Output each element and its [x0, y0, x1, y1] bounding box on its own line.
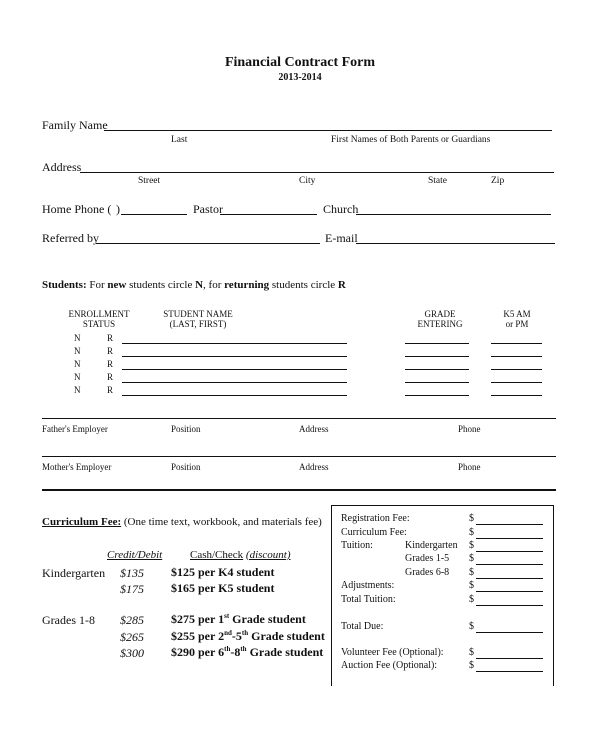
home-phone-label: Home Phone ( — [42, 202, 112, 216]
k5-line[interactable] — [491, 382, 542, 383]
total-tuition-label: Total Tuition: — [341, 594, 396, 605]
k5-line[interactable] — [491, 356, 542, 357]
church-label: Church — [323, 202, 359, 216]
tuition-label: Tuition: — [341, 540, 373, 551]
k4-cash-price: $125 per K4 student — [171, 565, 275, 579]
family-name-label: Family Name — [42, 118, 108, 132]
status-n[interactable]: N — [74, 346, 81, 356]
student-name-line[interactable] — [122, 343, 347, 344]
status-r[interactable]: R — [107, 359, 114, 369]
enrollment-header: ENROLLMENT STATUS — [68, 309, 130, 329]
zip-hint: Zip — [491, 176, 505, 186]
status-r[interactable]: R — [107, 385, 114, 395]
father-position-label: Position — [171, 424, 201, 434]
referred-by-label: Referred by — [42, 231, 99, 245]
father-employer-line[interactable] — [42, 418, 556, 419]
adjustments-label: Adjustments: — [341, 580, 395, 591]
auction-fee-label: Auction Fee (Optional): — [341, 660, 438, 671]
grade2-5-cash-price: $255 per 2nd-5th Grade student — [171, 629, 325, 643]
last-name-hint: Last — [171, 135, 188, 145]
grade-line[interactable] — [405, 369, 469, 370]
status-n[interactable]: N — [74, 333, 81, 343]
curriculum-fee-label: Curriculum Fee: — [341, 527, 407, 538]
church-line[interactable] — [356, 214, 551, 215]
k5-header: K5 AM or PM — [503, 309, 531, 329]
address-label: Address — [42, 160, 82, 174]
mother-position-label: Position — [171, 462, 201, 472]
k5-cash-price: $165 per K5 student — [171, 581, 275, 595]
family-name-line[interactable] — [104, 130, 552, 131]
street-hint: Street — [138, 176, 161, 186]
tuition-grades-6-8-label: Grades 6-8 — [405, 567, 450, 578]
parents-names-hint: First Names of Both Parents or Guardians — [331, 135, 491, 145]
section-divider — [42, 489, 556, 491]
status-n[interactable]: N — [74, 372, 81, 382]
k5-line[interactable] — [491, 369, 542, 370]
credit-debit-header: Credit/Debit — [107, 549, 163, 561]
referred-by-line[interactable] — [96, 243, 320, 244]
form-year: 2013-2014 — [278, 72, 322, 83]
city-hint: City — [299, 176, 316, 186]
grade-line[interactable] — [405, 382, 469, 383]
grade-line[interactable] — [405, 395, 469, 396]
status-r[interactable]: R — [107, 333, 114, 343]
student-name-line[interactable] — [122, 395, 347, 396]
form-title: Financial Contract Form — [224, 55, 376, 70]
grades-label: Grades 1-8 — [42, 613, 95, 627]
student-name-line[interactable] — [122, 369, 347, 370]
tuition-kindergarten-label: Kindergarten — [405, 540, 458, 551]
students-heading: Students: For new students circle N, for returning students circle R — [42, 279, 346, 291]
grade-header: GRADE ENTERING — [417, 309, 463, 329]
k4-credit-price: $135 — [120, 566, 144, 580]
pastor-line[interactable] — [220, 214, 317, 215]
cash-check-header: Cash/Check (discount) — [190, 549, 291, 561]
kindergarten-label: Kindergarten — [42, 566, 106, 580]
status-n[interactable]: N — [74, 359, 81, 369]
k5-credit-price: $175 — [120, 582, 144, 596]
father-phone-label: Phone — [458, 424, 481, 434]
k5-line[interactable] — [491, 343, 542, 344]
father-address-label: Address — [299, 424, 329, 434]
grade1-credit-price: $285 — [120, 613, 144, 627]
grade-line[interactable] — [405, 343, 469, 344]
mother-phone-label: Phone — [458, 462, 481, 472]
k5-line[interactable] — [491, 395, 542, 396]
state-hint: State — [428, 176, 447, 186]
mother-employer-label: Mother's Employer — [42, 462, 112, 472]
curriculum-heading: Curriculum Fee: (One time text, workbook, and materials fee) — [42, 516, 322, 528]
pastor-label: Pastor — [193, 202, 223, 216]
total-due-label: Total Due: — [341, 621, 384, 632]
home-phone-line[interactable] — [121, 214, 187, 215]
volunteer-fee-label: Volunteer Fee (Optional): — [341, 647, 444, 658]
email-line[interactable] — [356, 243, 555, 244]
mother-employer-line[interactable] — [42, 456, 556, 457]
email-label: E-mail — [325, 231, 358, 245]
grade1-cash-price: $275 per 1st Grade student — [171, 612, 306, 626]
home-phone-paren: ) — [116, 202, 120, 216]
mother-address-label: Address — [299, 462, 329, 472]
grade-line[interactable] — [405, 356, 469, 357]
status-r[interactable]: R — [107, 346, 114, 356]
grade6-8-cash-price: $290 per 6th-8th Grade student — [171, 645, 324, 659]
grade2-5-credit-price: $265 — [120, 630, 144, 644]
grade6-8-credit-price: $300 — [120, 646, 144, 660]
status-n[interactable]: N — [74, 385, 81, 395]
address-line[interactable] — [80, 172, 554, 173]
student-name-line[interactable] — [122, 382, 347, 383]
student-name-line[interactable] — [122, 356, 347, 357]
tuition-grades-1-5-label: Grades 1-5 — [405, 553, 450, 564]
student-name-header: STUDENT NAME (LAST, FIRST) — [163, 309, 233, 329]
father-employer-label: Father's Employer — [42, 424, 108, 434]
status-r[interactable]: R — [107, 372, 114, 382]
registration-fee-label: Registration Fee: — [341, 513, 410, 524]
